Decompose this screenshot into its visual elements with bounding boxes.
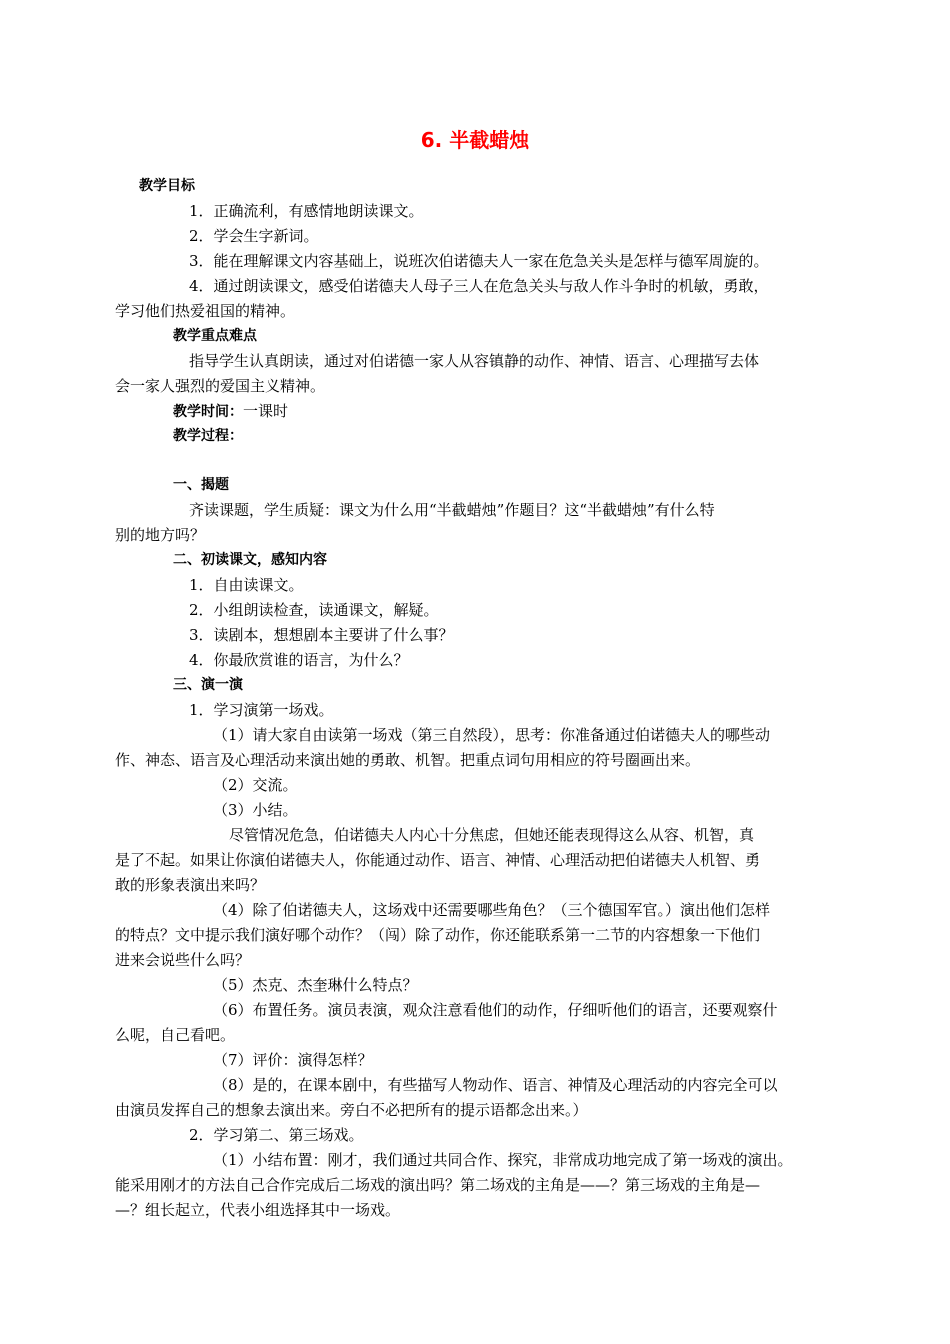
text-line: 敢的形象表演出来吗？ xyxy=(115,876,266,894)
text-line: （1）请大家自由读第一场戏（第三自然段），思考：你准备通过伯诺德夫人的哪些动 xyxy=(213,726,771,744)
text-line: 的特点？文中提示我们演好哪个动作？（闯）除了动作，你还能联系第一二节的内容想象一下他们 xyxy=(115,926,761,944)
text-line: 指导学生认真朗读，通过对伯诺德一家人从容镇静的动作、神情、语言、心理描写去体 xyxy=(189,352,760,370)
text-line: 么呢，自己看吧。 xyxy=(115,1026,236,1044)
text-line: 2．小组朗读检查，读通课文，解疑。 xyxy=(189,601,439,619)
text-line: 1．正确流利，有感情地朗读课文。 xyxy=(189,202,424,220)
blank-line xyxy=(115,449,835,473)
text-line: （6）布置任务。演员表演，观众注意看他们的动作，仔细听他们的语言，还要观察什 xyxy=(213,1001,778,1019)
text-line: 1．自由读课文。 xyxy=(189,576,304,594)
text-line: 4．通过朗读课文，感受伯诺德夫人母子三人在危急关头与敌人作斗争时的机敏，勇敢， xyxy=(189,277,769,295)
section-heading: 二、初读课文，感知内容 xyxy=(173,552,327,568)
text-line: 4．你最欣赏谁的语言，为什么？ xyxy=(189,651,409,669)
text-line: 3．读剧本，想想剧本主要讲了什么事？ xyxy=(189,626,454,644)
text-line: （1）小结布置：刚才，我们通过共同合作、探究，非常成功地完成了第一场戏的演出。 xyxy=(213,1151,793,1169)
field-value: 一课时 xyxy=(243,402,289,420)
section-heading: 教学目标 xyxy=(139,178,195,194)
field-label: 教学时间： xyxy=(173,404,243,420)
text-line: （2）交流。 xyxy=(213,776,298,794)
text-line: 会一家人强烈的爱国主义精神。 xyxy=(115,377,326,395)
text-line: 能采用刚才的方法自己合作完成后二场戏的演出吗？第二场戏的主角是——？第三场戏的主角是— xyxy=(115,1176,761,1194)
text-line: 作、神态、语言及心理活动来演出她的勇敢、机智。把重点词句用相应的符号圈画出来。 xyxy=(115,751,701,769)
section-heading: 教学过程： xyxy=(173,428,243,444)
text-line: 齐读课题，学生质疑：课文为什么用“半截蜡烛”作题目？这“半截蜡烛”有什么特 xyxy=(189,501,715,519)
text-line: 是了不起。如果让你演伯诺德夫人，你能通过动作、语言、神情、心理活动把伯诺德夫人机智、勇 xyxy=(115,851,761,869)
text-line: 1．学习演第一场戏。 xyxy=(189,701,334,719)
section-heading: 三、演一演 xyxy=(173,677,243,693)
text-line: 学习他们热爱祖国的精神。 xyxy=(115,302,296,320)
text-line: 3．能在理解课文内容基础上，说班次伯诺德夫人一家在危急关头是怎样与德军周旋的。 xyxy=(189,252,769,270)
text-line: 2．学习第二、第三场戏。 xyxy=(189,1126,364,1144)
text-line: （5）杰克、杰奎琳什么特点？ xyxy=(213,976,418,994)
section-heading: 教学重点难点 xyxy=(173,328,257,344)
document-body xyxy=(115,174,835,1223)
text-line: （3）小结。 xyxy=(213,801,298,819)
text-line: 进来会说些什么吗？ xyxy=(115,951,251,969)
text-line: （7）评价：演得怎样？ xyxy=(213,1051,373,1069)
text-line: 尽管情况危急，伯诺德夫人内心十分焦虑，但她还能表现得这么从容、机智，真 xyxy=(229,826,755,844)
text-line: —？组长起立，代表小组选择其中一场戏。 xyxy=(115,1201,401,1219)
text-line: （4）除了伯诺德夫人，这场戏中还需要哪些角色？（三个德国军官。）演出他们怎样 xyxy=(213,901,771,919)
text-line: 2．学会生字新词。 xyxy=(189,227,319,245)
text-line: 别的地方吗？ xyxy=(115,526,206,544)
text-line: （8）是的，在课本剧中，有些描写人物动作、语言、神情及心理活动的内容完全可以 xyxy=(213,1076,778,1094)
document-title: 6. 半截蜡烛 xyxy=(420,128,530,152)
section-heading: 一、揭题 xyxy=(173,477,229,493)
text-line: 由演员发挥自己的想象去演出来。旁白不必把所有的提示语都念出来。） xyxy=(115,1101,588,1119)
text-line xyxy=(115,399,835,424)
